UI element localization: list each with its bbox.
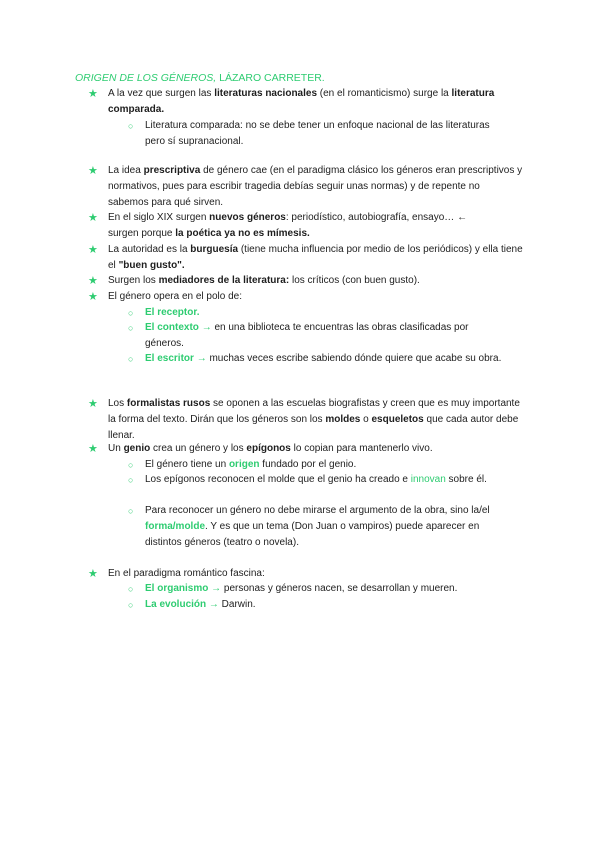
star-icon: ★	[88, 244, 98, 256]
bullet-nuevos-generos: En el siglo XIX surgen nuevos géneros: periodístico, autobiografía, ensayo… ← surgen porque la poética ya no es mímesis.	[108, 212, 468, 239]
title-part2: LÁZARO CARRETER.	[216, 72, 325, 84]
star-icon: ★	[88, 398, 98, 410]
sub-bullet-contexto: El contexto → en una biblioteca te encuentras las obras clasificadas por géneros.	[145, 322, 469, 349]
bullet-paradigma-romantico: En el paradigma romántico fascina:	[108, 568, 265, 579]
circle-icon: ○	[128, 600, 134, 610]
arrow-right-icon: →	[201, 322, 212, 333]
bullet-mediadores: Surgen los mediadores de la literatura: los críticos (con buen gusto).	[108, 275, 420, 286]
sub-bullet-evolucion: La evolución → Darwin.	[145, 599, 256, 610]
sub-bullet-forma-molde: Para reconocer un género no debe mirarse el argumento de la obra, sino la/el forma/molde. Y es que un tema (Don Juan o vampiros) puede aparecer en distintos géneros (teatro o novela).	[145, 505, 490, 548]
bullet-literaturas-nacionales: A la vez que surgen las literaturas nacionales (en el romanticismo) surge la literatura comparada.	[108, 88, 495, 115]
bullet-burguesia: La autoridad es la burguesía (tiene mucha influencia por medio de los periódicos) y ella tiene el "buen gusto".	[108, 244, 523, 271]
bullet-genero-opera: El género opera en el polo de:	[108, 291, 242, 302]
star-icon: ★	[88, 443, 98, 455]
sub-bullet-origen: El género tiene un origen fundado por el genio.	[145, 459, 357, 470]
star-icon: ★	[88, 568, 98, 580]
arrow-right-icon: →	[211, 583, 222, 594]
circle-icon: ○	[128, 121, 134, 131]
sub-bullet-escritor: El escritor → muchas veces escribe sabiendo dónde quiere que acabe su obra.	[145, 353, 502, 364]
star-icon: ★	[88, 275, 98, 287]
sub-bullet-literatura-comparada: Literatura comparada: no se debe tener un enfoque nacional de las literaturas pero sí supranacional.	[145, 120, 490, 147]
arrow-left-icon: ←	[457, 212, 468, 223]
sub-bullet-innovan: Los epígonos reconocen el molde que el genio ha creado e innovan sobre él.	[145, 474, 487, 485]
star-icon: ★	[88, 291, 98, 303]
bullet-genio: Un genio crea un género y los epígonos lo copian para mantenerlo vivo.	[108, 443, 433, 454]
page-title	[75, 72, 325, 84]
star-icon: ★	[88, 212, 98, 224]
bullet-prescriptiva: La idea prescriptiva de género cae (en el paradigma clásico los géneros eran prescriptivos y normativos, pues para escribir tragedia debías seguir unas normas) y de repente no sabemos para qué sirven.	[108, 165, 523, 208]
circle-icon: ○	[128, 584, 134, 594]
circle-icon: ○	[128, 354, 134, 364]
circle-icon: ○	[128, 506, 134, 516]
star-icon: ★	[88, 88, 98, 100]
circle-icon: ○	[128, 323, 134, 333]
sub-bullet-receptor: El receptor.	[145, 307, 200, 318]
bullet-formalistas: Los formalistas rusos se oponen a las escuelas biografistas y creen que es muy importante la forma del texto. Dirán que los géneros son los moldes o esqueletos que cada autor debe llenar.	[108, 398, 520, 441]
sub-bullet-organismo: El organismo → personas y géneros nacen, se desarrollan y mueren.	[145, 583, 458, 594]
circle-icon: ○	[128, 460, 134, 470]
circle-icon: ○	[128, 308, 134, 318]
arrow-right-icon: →	[208, 599, 219, 610]
title-part1: ORIGEN DE LOS GÉNEROS,	[75, 72, 217, 84]
circle-icon: ○	[128, 475, 134, 485]
star-icon: ★	[88, 165, 98, 177]
arrow-right-icon: →	[196, 353, 207, 364]
